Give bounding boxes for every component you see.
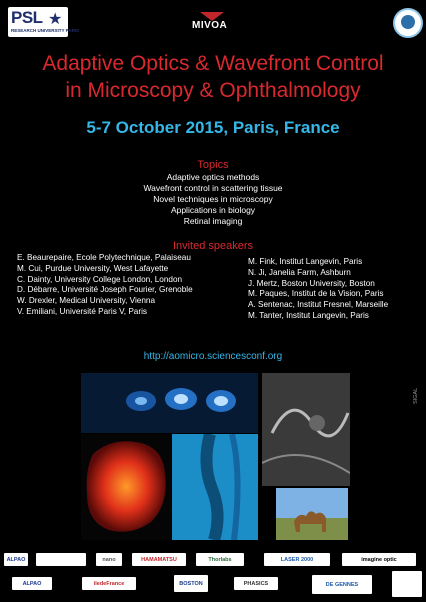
sponsor-logo: imagine optic <box>342 553 416 566</box>
photo-credit: SIGAL <box>413 387 419 404</box>
speaker-item: A. Sentenac, Institut Fresnel, Marseille <box>248 300 389 310</box>
mivoa-logo <box>186 12 238 34</box>
sponsor-logo: iledeFrance <box>82 577 136 590</box>
sponsor-logo: HAMAMATSU <box>132 553 186 566</box>
speaker-item: N. Ji, Janelia Farm, Ashburn <box>248 267 351 277</box>
mivoa-logo-text: MIVOA <box>192 20 228 31</box>
topics-heading: Topics <box>197 159 229 171</box>
microscopy-image-grayscale <box>262 373 350 486</box>
sponsor-logo: DE GENNES <box>312 575 372 594</box>
speaker-item: M. Tanter, Institut Langevin, Paris <box>248 310 369 320</box>
speaker-item: C. Dainty, University College London, London <box>17 274 183 284</box>
speakers-left-column <box>17 253 193 318</box>
photo-camel <box>276 488 348 540</box>
topic-item: Adaptive optics methods <box>166 172 260 182</box>
topic-item: Applications in biology <box>170 205 256 215</box>
sponsor-logo: BOSTON <box>174 575 208 592</box>
psl-logo-subtext: RESEARCH UNIVERSITY PARIS <box>11 28 80 33</box>
sponsor-logo <box>36 553 86 566</box>
camel-photo-svg <box>276 488 348 540</box>
institution-seal-logo <box>393 8 423 38</box>
conference-url-link[interactable]: http://aomicro.sciencesconf.org <box>143 351 283 362</box>
speaker-item: E. Beaurepaire, Ecole Polytechnique, Palaiseau <box>17 253 191 262</box>
sponsor-logo <box>392 571 422 597</box>
grayscale-image-svg <box>262 373 350 486</box>
psl-logo <box>8 7 80 37</box>
heatmap-image-svg <box>81 434 171 540</box>
sponsor-logo: Thorlabs <box>196 553 244 566</box>
microscopy-image-cells <box>81 373 258 433</box>
event-date: 5-7 October 2015, Paris, France <box>86 118 340 137</box>
speakers-right-column <box>248 257 388 322</box>
cells-image-svg <box>81 373 258 433</box>
psl-logo-text: PSL <box>11 8 43 27</box>
topic-item: Wavefront control in scattering tissue <box>143 183 283 193</box>
star-icon: ★ <box>48 11 63 28</box>
speaker-item: M. Paques, Institut de la Vision, Paris <box>248 289 384 299</box>
speaker-item: M. Cui, Purdue University, West Lafayette <box>17 263 169 273</box>
vessel-image-svg <box>172 434 258 540</box>
speaker-item: V. Emiliani, Université Paris V, Paris <box>17 306 147 316</box>
title-line-2: in Microscopy & Ophthalmology <box>65 79 361 102</box>
speaker-item: D. Débarre, Université Joseph Fourier, Grenoble <box>17 285 193 295</box>
seal-emblem-icon <box>401 15 415 29</box>
title-line-1: Adaptive Optics & Wavefront Control <box>42 52 384 75</box>
sponsor-logo: ALPAO <box>4 553 28 566</box>
speakers-heading: Invited speakers <box>172 240 254 252</box>
topic-item: Novel techniques in microscopy <box>153 194 273 204</box>
sponsor-logo: ALPAO <box>12 577 52 590</box>
sponsor-logo: LASER 2000 <box>264 553 330 566</box>
topic-item: Retinal imaging <box>183 216 243 226</box>
microscopy-image-heatmap <box>81 434 171 540</box>
speaker-item: M. Fink, Institut Langevin, Paris <box>248 257 363 266</box>
speaker-item: J. Mertz, Boston University, Boston <box>248 278 375 288</box>
microscopy-image-vessel <box>172 434 258 540</box>
speaker-item: W. Drexler, Medical University, Vienna <box>17 296 156 306</box>
sponsor-logo: PHASICS <box>234 577 278 590</box>
sponsor-logo: nano <box>96 553 122 566</box>
